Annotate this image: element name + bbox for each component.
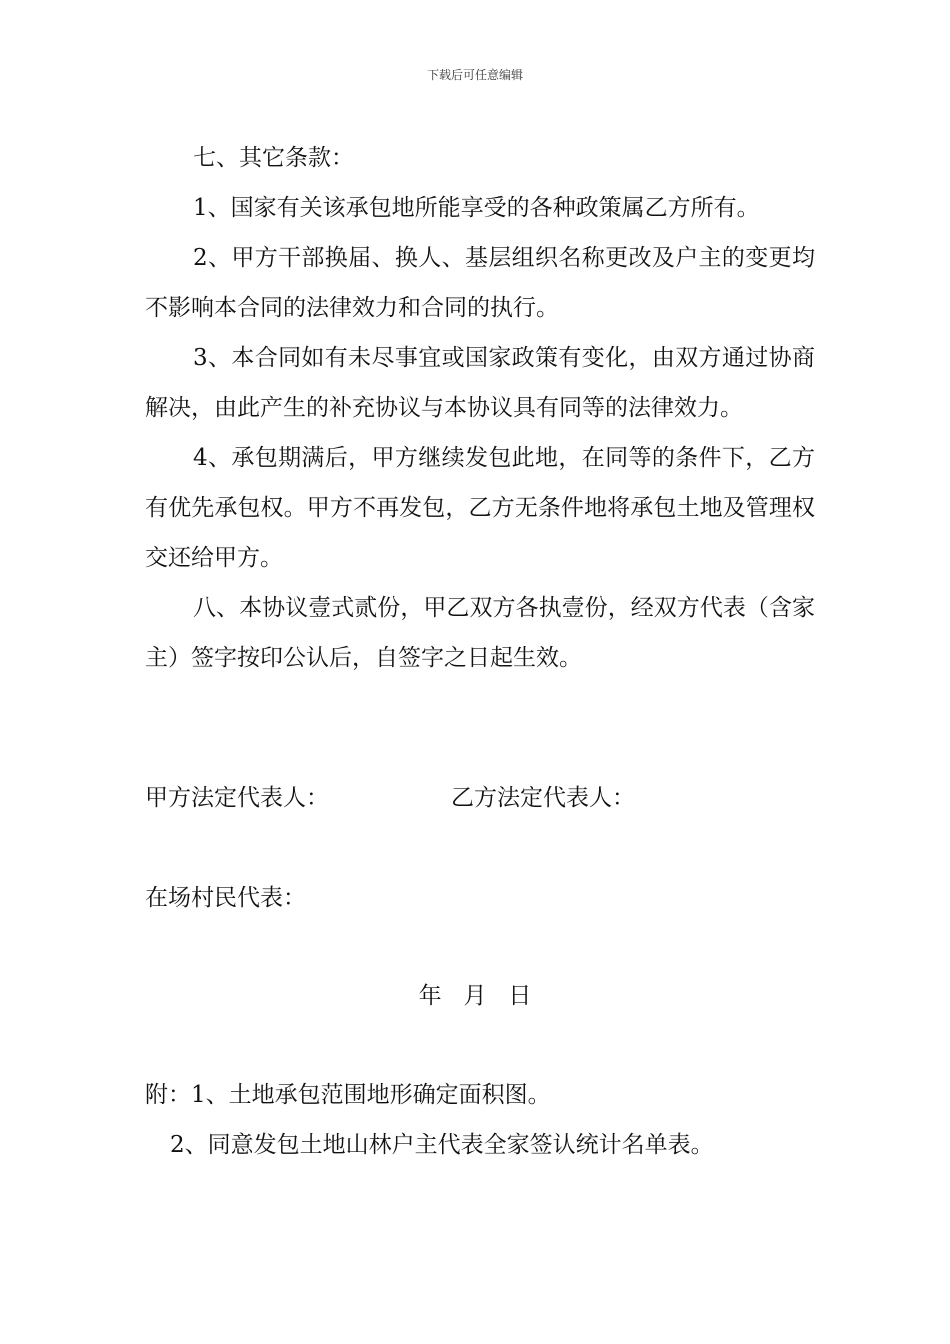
date-line: 年 月 日 (418, 983, 532, 1009)
attachment-item-2: 2、同意发包土地山林户主代表全家签认统计名单表。 (170, 1132, 714, 1158)
contract-body (145, 133, 815, 683)
clause-7-item-2: 2、甲方干部换届、换人、基层组织名称更改及户主的变更均不影响本合同的法律效力和合同的执行。 (145, 245, 815, 321)
clause-7-item-1: 1、国家有关该承包地所能享受的各种政策属乙方所有。 (193, 195, 760, 221)
clause-7-item-4: 4、承包期满后，甲方继续发包此地，在同等的条件下，乙方有优先承包权。甲方不再发包，乙方无条件地将承包土地及管理权交还给甲方。 (145, 445, 815, 571)
clause-7-item-3: 3、本合同如有未尽事宜或国家政策有变化，由双方通过协商解决，由此产生的补充协议与本协议具有同等的法律效力。 (145, 345, 815, 421)
party-a-signature-label: 甲方法定代表人： (145, 785, 329, 811)
party-b-signature-label: 乙方法定代表人： (451, 785, 635, 811)
clause-7-heading: 七、其它条款： (193, 145, 354, 171)
page-header: 下载后可任意编辑 (426, 68, 523, 82)
attachment-item-1: 附：1、土地承包范围地形确定面积图。 (145, 1082, 551, 1108)
witness-signature-label: 在场村民代表： (145, 885, 306, 911)
clause-8: 八、本协议壹式贰份，甲乙双方各执壹份，经双方代表（含家主）签字按印公认后，自签字之日起生效。 (145, 595, 815, 671)
